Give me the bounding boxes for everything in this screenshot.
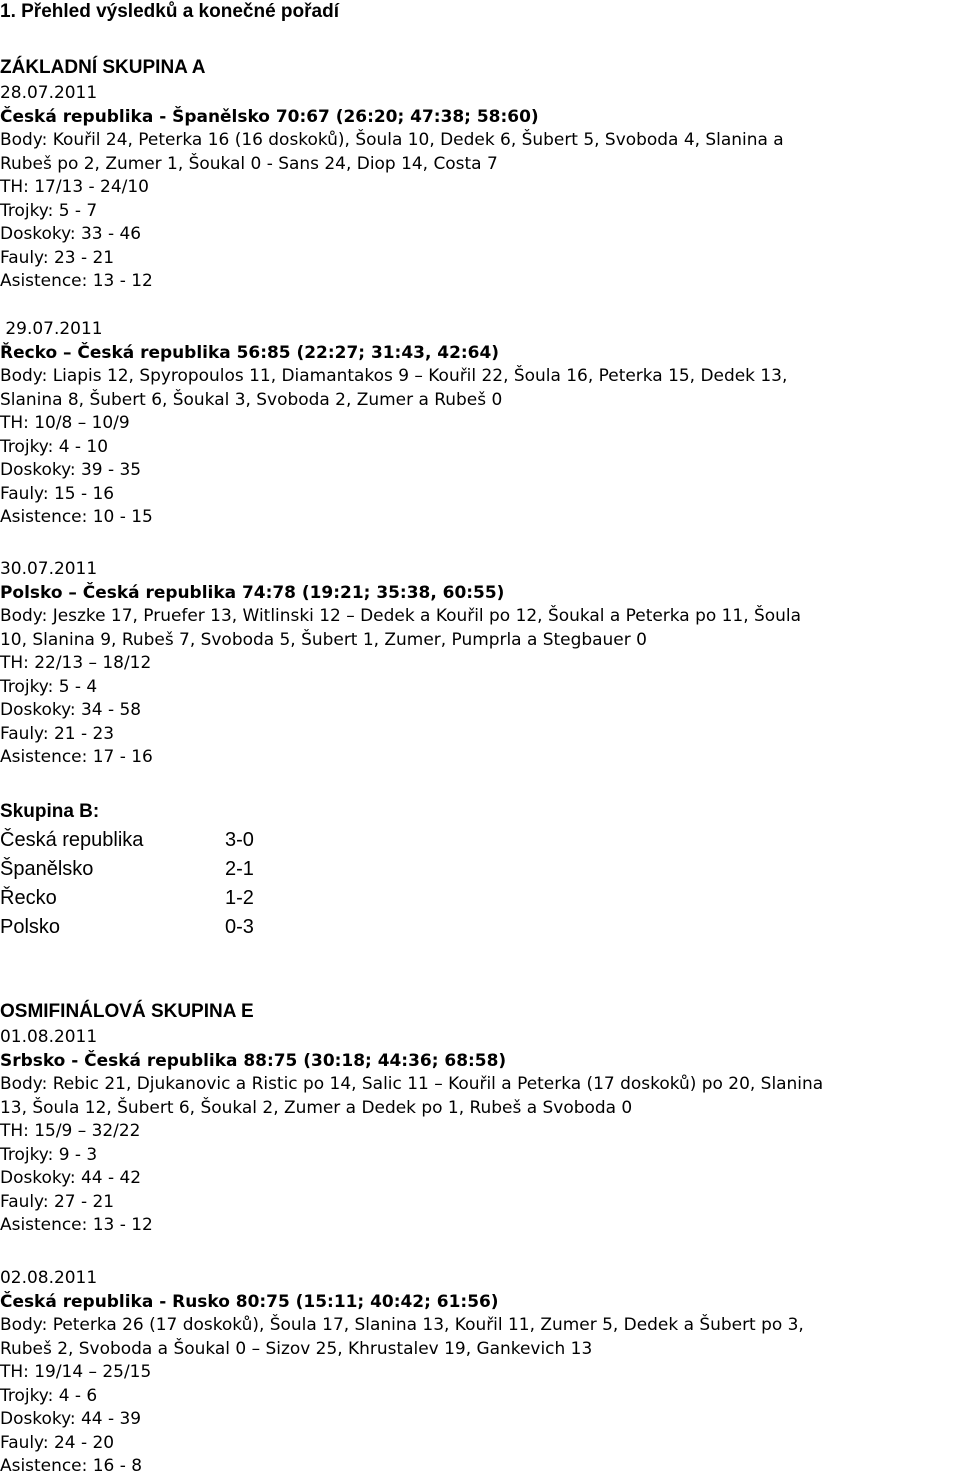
game-result: Srbsko - Česká republika 88:75 (30:18; 44:36; 68:58)	[0, 1050, 507, 1071]
standings-team: Česká republika	[0, 829, 144, 851]
game-points: Body: Kouřil 24, Peterka 16 (16 doskoků), Šoula 10, Dedek 6, Šubert 5, Svoboda 4, Slanina a	[0, 130, 784, 150]
standings-row	[0, 884, 300, 913]
game-assists: Asistence: 13 - 12	[0, 1215, 153, 1235]
game-threes: Trojky: 4 - 10	[0, 436, 108, 457]
standings-table	[0, 826, 300, 942]
game-fouls: Fauly: 21 - 23	[0, 723, 115, 744]
game-result: Česká republika - Rusko 80:75 (15:11; 40:42; 61:56)	[0, 1291, 499, 1312]
game-rebounds: Doskoky: 33 - 46	[0, 224, 142, 244]
game-date: 29.07.2011	[0, 319, 103, 339]
game-rebounds: Doskoky: 44 - 42	[0, 1168, 142, 1188]
game-assists: Asistence: 13 - 12	[0, 271, 153, 291]
standings-row	[0, 826, 300, 855]
game-date: 30.07.2011	[0, 559, 98, 579]
standings-team: Řecko	[0, 887, 57, 909]
game-assists: Asistence: 16 - 8	[0, 1456, 143, 1476]
document-heading: 1. Přehled výsledků a konečné pořadí	[0, 1, 339, 22]
game-points-continued: Slanina 8, Šubert 6, Šoukal 3, Svoboda 2, Zumer a Rubeš 0	[0, 389, 503, 410]
standings-row	[0, 913, 300, 942]
standings-score: 2-1	[225, 858, 254, 880]
game-assists: Asistence: 10 - 15	[0, 507, 153, 527]
game-result: Polsko – Česká republika 74:78 (19:21; 35:38, 60:55)	[0, 582, 505, 603]
game-points-continued: 13, Šoula 12, Šubert 6, Šoukal 2, Zumer a Dedek po 1, Rubeš a Svoboda 0	[0, 1097, 633, 1118]
game-date: 02.08.2011	[0, 1268, 98, 1288]
game-free-throws: TH: 15/9 – 32/22	[0, 1121, 141, 1141]
game-rebounds: Doskoky: 34 - 58	[0, 700, 142, 720]
game-rebounds: Doskoky: 44 - 39	[0, 1409, 142, 1429]
standings-score: 0-3	[225, 916, 254, 938]
game-points: Body: Liapis 12, Spyropoulos 11, Diamantakos 9 – Kouřil 22, Šoula 16, Peterka 15, Dedek 13,	[0, 366, 788, 386]
game-result-block	[0, 82, 960, 294]
game-result: Řecko – Česká republika 56:85 (22:27; 31:43, 42:64)	[0, 342, 500, 363]
game-free-throws: TH: 17/13 - 24/10	[0, 177, 149, 197]
group-a-title: ZÁKLADNÍ SKUPINA A	[0, 57, 206, 78]
game-free-throws: TH: 10/8 – 10/9	[0, 413, 130, 433]
game-date: 28.07.2011	[0, 83, 98, 103]
game-free-throws: TH: 22/13 – 18/12	[0, 653, 152, 673]
game-points: Body: Jeszke 17, Pruefer 13, Witlinski 12 – Dedek a Kouřil po 12, Šoukal a Peterka po 11, Šoula	[0, 606, 802, 626]
game-points: Body: Peterka 26 (17 doskoků), Šoula 17, Slanina 13, Kouřil 11, Zumer 5, Dedek a Šubert po 3,	[0, 1315, 804, 1335]
game-fouls: Fauly: 24 - 20	[0, 1432, 115, 1453]
game-result-block	[0, 1026, 960, 1238]
group-e-title: OSMIFINÁLOVÁ SKUPINA E	[0, 1001, 254, 1022]
standings-title: Skupina B:	[0, 801, 100, 822]
standings-score: 3-0	[225, 829, 254, 851]
game-result: Česká republika - Španělsko 70:67 (26:20; 47:38; 58:60)	[0, 106, 539, 127]
game-rebounds: Doskoky: 39 - 35	[0, 460, 142, 480]
game-free-throws: TH: 19/14 – 25/15	[0, 1362, 152, 1382]
game-result-block	[0, 318, 960, 530]
game-result-block	[0, 558, 960, 770]
game-threes: Trojky: 4 - 6	[0, 1385, 98, 1406]
standings-team: Polsko	[0, 916, 61, 938]
game-fouls: Fauly: 23 - 21	[0, 247, 115, 268]
game-threes: Trojky: 9 - 3	[0, 1144, 98, 1165]
game-assists: Asistence: 17 - 16	[0, 747, 153, 767]
game-points-continued: 10, Slanina 9, Rubeš 7, Svoboda 5, Šubert 1, Zumer, Pumprla a Stegbauer 0	[0, 629, 647, 650]
game-fouls: Fauly: 27 - 21	[0, 1191, 115, 1212]
game-points-continued: Rubeš po 2, Zumer 1, Šoukal 0 - Sans 24, Diop 14, Costa 7	[0, 153, 498, 174]
game-threes: Trojky: 5 - 7	[0, 200, 98, 221]
standings-score: 1-2	[225, 887, 254, 909]
standings-row	[0, 855, 300, 884]
game-points-continued: Rubeš 2, Svoboda a Šoukal 0 – Sizov 25, Khrustalev 19, Gankevich 13	[0, 1338, 593, 1359]
game-threes: Trojky: 5 - 4	[0, 676, 98, 697]
game-fouls: Fauly: 15 - 16	[0, 483, 115, 504]
game-result-block	[0, 1267, 960, 1479]
game-points: Body: Rebic 21, Djukanovic a Ristic po 14, Salic 11 – Kouřil a Peterka (17 doskoků) po 20, Slanina	[0, 1074, 824, 1094]
standings-team: Španělsko	[0, 858, 94, 880]
game-date: 01.08.2011	[0, 1027, 98, 1047]
